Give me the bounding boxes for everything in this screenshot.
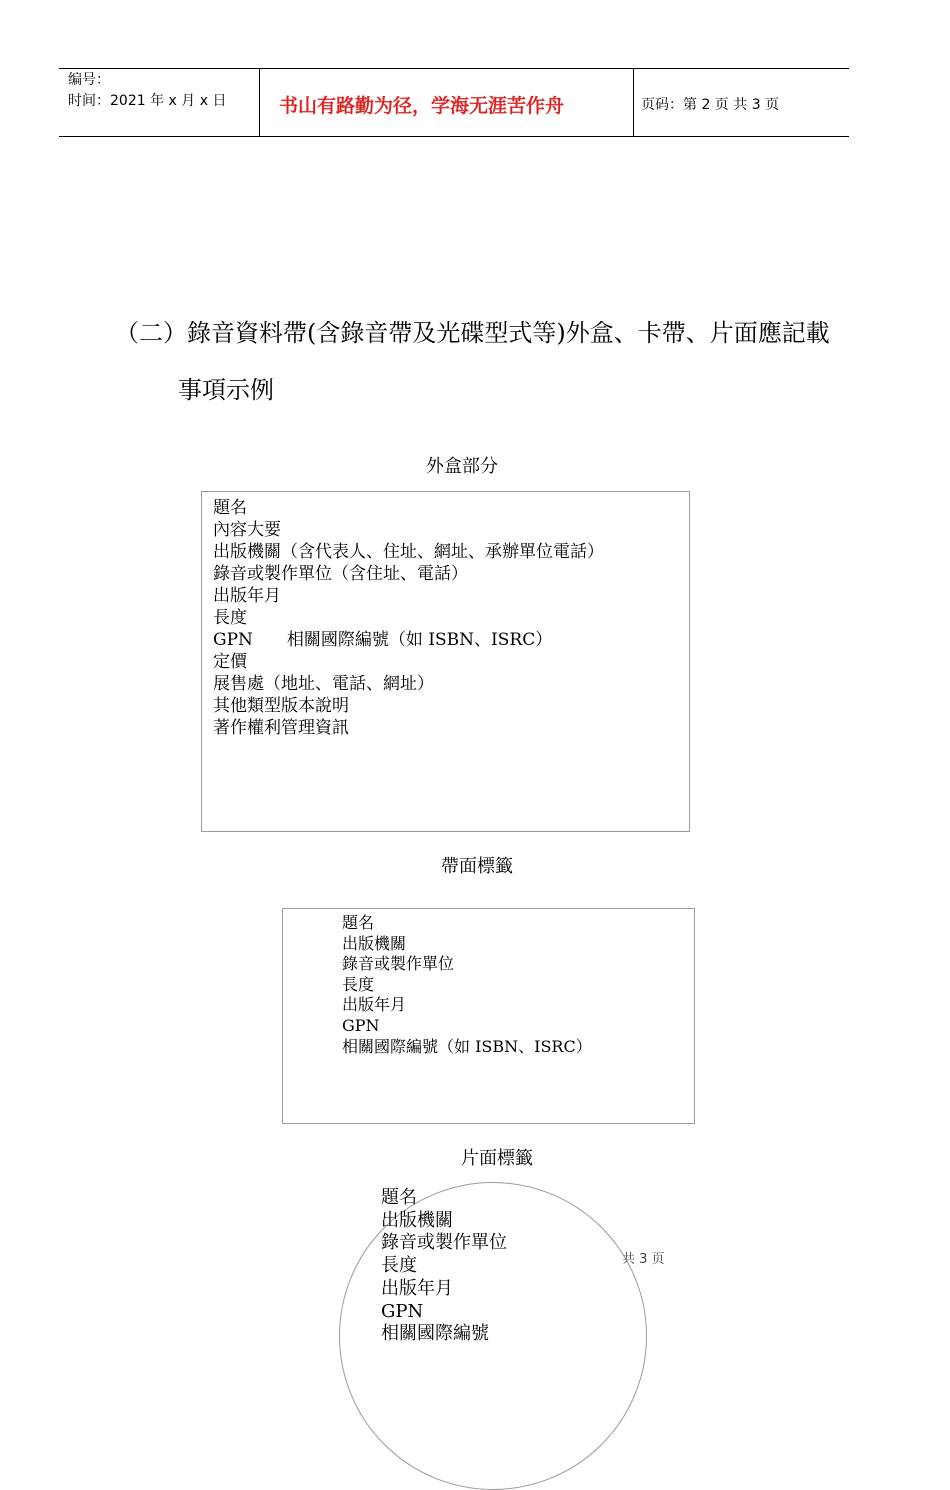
outer-item-sales: 展售處（地址、電話、網址）	[213, 674, 434, 694]
disc-item-intl-number: 相關國際編號	[381, 1323, 489, 1345]
header-divider-right	[633, 68, 634, 136]
tape-item-length: 長度	[342, 974, 375, 994]
disc-label-caption: 片面標籤	[461, 1148, 533, 1169]
disc-item-producer: 錄音或製作單位	[381, 1232, 507, 1254]
outer-item-gpn	[213, 629, 604, 651]
tape-label-caption: 帶面標籤	[441, 856, 513, 877]
tape-item-title: 題名	[342, 913, 375, 932]
outer-item-price: 定價	[213, 652, 247, 672]
header-divider-left	[259, 68, 260, 136]
disc-item-date: 出版年月	[381, 1277, 453, 1299]
tape-item-gpn: GPN	[342, 1015, 380, 1035]
tape-label-items	[342, 913, 592, 1057]
outer-item-other-versions: 其他類型版本說明	[213, 696, 349, 716]
outer-item-publisher: 出版機關（含代表人、住址、網址、承辦單位電話）	[213, 542, 604, 562]
outer-item-date: 出版年月	[213, 586, 281, 606]
footer-page-fragment: 共 3 页	[622, 1252, 665, 1267]
tape-item-publisher: 出版機關	[342, 933, 407, 953]
outer-item-summary: 內容大要	[213, 520, 281, 540]
outer-box-caption: 外盒部分	[426, 456, 498, 477]
tape-item-date: 出版年月	[342, 995, 407, 1015]
disc-item-length: 長度	[381, 1255, 417, 1277]
disc-item-gpn: GPN	[381, 1300, 424, 1322]
outer-item-length: 長度	[213, 608, 247, 628]
header-info	[68, 70, 226, 112]
page-number: 页码：第 2 页 共 3 页	[641, 97, 780, 113]
serial-label: 编号：	[68, 72, 110, 88]
time-label: 时间：2021 年 x 月 x 日	[68, 93, 227, 109]
outer-box-items	[213, 497, 604, 739]
header-motto: 书山有路勤为径，学海无涯苦作舟	[279, 95, 565, 117]
disc-label-items	[381, 1187, 507, 1346]
outer-item-title: 題名	[213, 498, 247, 518]
tape-item-producer: 錄音或製作單位	[342, 954, 455, 974]
outer-item-producer: 錄音或製作單位（含住址、電話）	[213, 564, 468, 584]
outer-item-rights: 著作權利管理資訊	[213, 718, 349, 738]
section-heading-line1: （二）錄音資料帶(含錄音帶及光碟型式等)外盒、卡帶、片面應記載	[115, 319, 830, 347]
header-top-rule	[59, 68, 849, 69]
header-bottom-rule	[59, 136, 849, 137]
tape-item-intl-number: 相關國際編號（如 ISBN、ISRC）	[342, 1036, 592, 1056]
outer-gpn-note: 相關國際編號（如 ISBN、ISRC）	[286, 630, 553, 650]
outer-gpn-label: GPN	[213, 630, 253, 650]
disc-item-title: 題名	[381, 1187, 417, 1208]
disc-item-publisher: 出版機關	[381, 1209, 453, 1231]
section-heading-line2: 事項示例	[178, 376, 274, 404]
